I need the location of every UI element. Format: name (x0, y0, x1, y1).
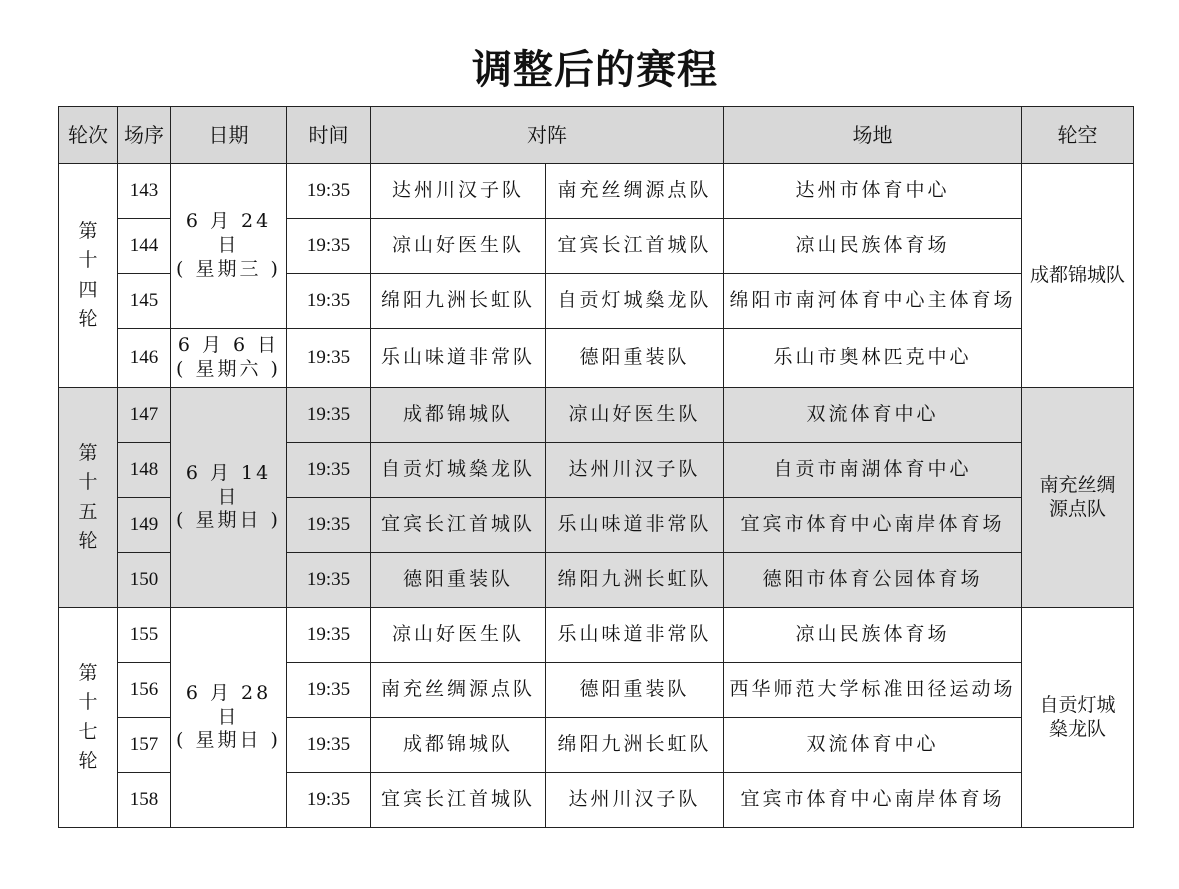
header-date: 日期 (171, 107, 287, 164)
match-time: 19:35 (287, 718, 371, 773)
venue: 西华师范大学标准田径运动场 (724, 663, 1022, 718)
bye-team: 成都锦城队 (1022, 164, 1134, 388)
home-team: 成都锦城队 (371, 718, 546, 773)
away-team: 达州川汉子队 (546, 443, 724, 498)
venue: 绵阳市南河体育中心主体育场 (724, 274, 1022, 329)
match-no: 144 (118, 219, 171, 274)
match-time: 19:35 (287, 553, 371, 608)
table-row (59, 164, 1134, 219)
date-cell: 6 月 14 日 ( 星期日 ) (171, 388, 287, 608)
page-title: 调整后的赛程 (472, 47, 718, 93)
match-time: 19:35 (287, 608, 371, 663)
match-no: 155 (118, 608, 171, 663)
round-cell: 第 十 五 轮 (59, 388, 118, 608)
away-team: 凉山好医生队 (546, 388, 724, 443)
match-no: 146 (118, 329, 171, 388)
venue: 双流体育中心 (724, 718, 1022, 773)
home-team: 宜宾长江首城队 (371, 498, 546, 553)
match-time: 19:35 (287, 498, 371, 553)
match-time: 19:35 (287, 219, 371, 274)
away-team: 乐山味道非常队 (546, 608, 724, 663)
match-no: 150 (118, 553, 171, 608)
away-team: 南充丝绸源点队 (546, 164, 724, 219)
home-team: 自贡灯城燊龙队 (371, 443, 546, 498)
match-time: 19:35 (287, 388, 371, 443)
header-venue: 场地 (724, 107, 1022, 164)
match-time: 19:35 (287, 773, 371, 828)
home-team: 德阳重装队 (371, 553, 546, 608)
table-row (59, 608, 1134, 663)
match-time: 19:35 (287, 274, 371, 329)
round-17-group (59, 608, 1134, 828)
header-round: 轮次 (59, 107, 118, 164)
bye-team: 南充丝绸 源点队 (1022, 388, 1134, 608)
home-team: 宜宾长江首城队 (371, 773, 546, 828)
away-team: 自贡灯城燊龙队 (546, 274, 724, 329)
venue: 自贡市南湖体育中心 (724, 443, 1022, 498)
away-team: 达州川汉子队 (546, 773, 724, 828)
header-bye: 轮空 (1022, 107, 1134, 164)
header-match-no: 场序 (118, 107, 171, 164)
venue: 双流体育中心 (724, 388, 1022, 443)
table-row (59, 388, 1134, 443)
schedule-table (58, 106, 1134, 828)
match-time: 19:35 (287, 663, 371, 718)
away-team: 宜宾长江首城队 (546, 219, 724, 274)
round-cell: 第 十 四 轮 (59, 164, 118, 388)
round-15-group (59, 388, 1134, 608)
venue: 宜宾市体育中心南岸体育场 (724, 498, 1022, 553)
away-team: 绵阳九洲长虹队 (546, 718, 724, 773)
venue: 宜宾市体育中心南岸体育场 (724, 773, 1022, 828)
home-team: 达州川汉子队 (371, 164, 546, 219)
header-row (59, 107, 1134, 164)
header-matchup: 对阵 (371, 107, 724, 164)
venue: 凉山民族体育场 (724, 608, 1022, 663)
match-no: 156 (118, 663, 171, 718)
round-cell: 第 十 七 轮 (59, 608, 118, 828)
match-no: 149 (118, 498, 171, 553)
match-no: 148 (118, 443, 171, 498)
match-time: 19:35 (287, 329, 371, 388)
match-time: 19:35 (287, 443, 371, 498)
home-team: 南充丝绸源点队 (371, 663, 546, 718)
home-team: 凉山好医生队 (371, 219, 546, 274)
venue: 达州市体育中心 (724, 164, 1022, 219)
venue: 乐山市奥林匹克中心 (724, 329, 1022, 388)
home-team: 绵阳九洲长虹队 (371, 274, 546, 329)
round-14-group (59, 164, 1134, 388)
venue: 凉山民族体育场 (724, 219, 1022, 274)
date-cell: 6 月 28 日 ( 星期日 ) (171, 608, 287, 828)
match-time: 19:35 (287, 164, 371, 219)
match-no: 145 (118, 274, 171, 329)
away-team: 德阳重装队 (546, 663, 724, 718)
bye-team: 自贡灯城 燊龙队 (1022, 608, 1134, 828)
match-no: 158 (118, 773, 171, 828)
home-team: 乐山味道非常队 (371, 329, 546, 388)
date-cell: 6 月 6 日 ( 星期六 ) (171, 329, 287, 388)
away-team: 绵阳九洲长虹队 (546, 553, 724, 608)
home-team: 凉山好医生队 (371, 608, 546, 663)
away-team: 德阳重装队 (546, 329, 724, 388)
match-no: 157 (118, 718, 171, 773)
table-row (59, 329, 1134, 388)
match-no: 143 (118, 164, 171, 219)
header-time: 时间 (287, 107, 371, 164)
venue: 德阳市体育公园体育场 (724, 553, 1022, 608)
away-team: 乐山味道非常队 (546, 498, 724, 553)
date-cell: 6 月 24 日 ( 星期三 ) (171, 164, 287, 329)
match-no: 147 (118, 388, 171, 443)
home-team: 成都锦城队 (371, 388, 546, 443)
